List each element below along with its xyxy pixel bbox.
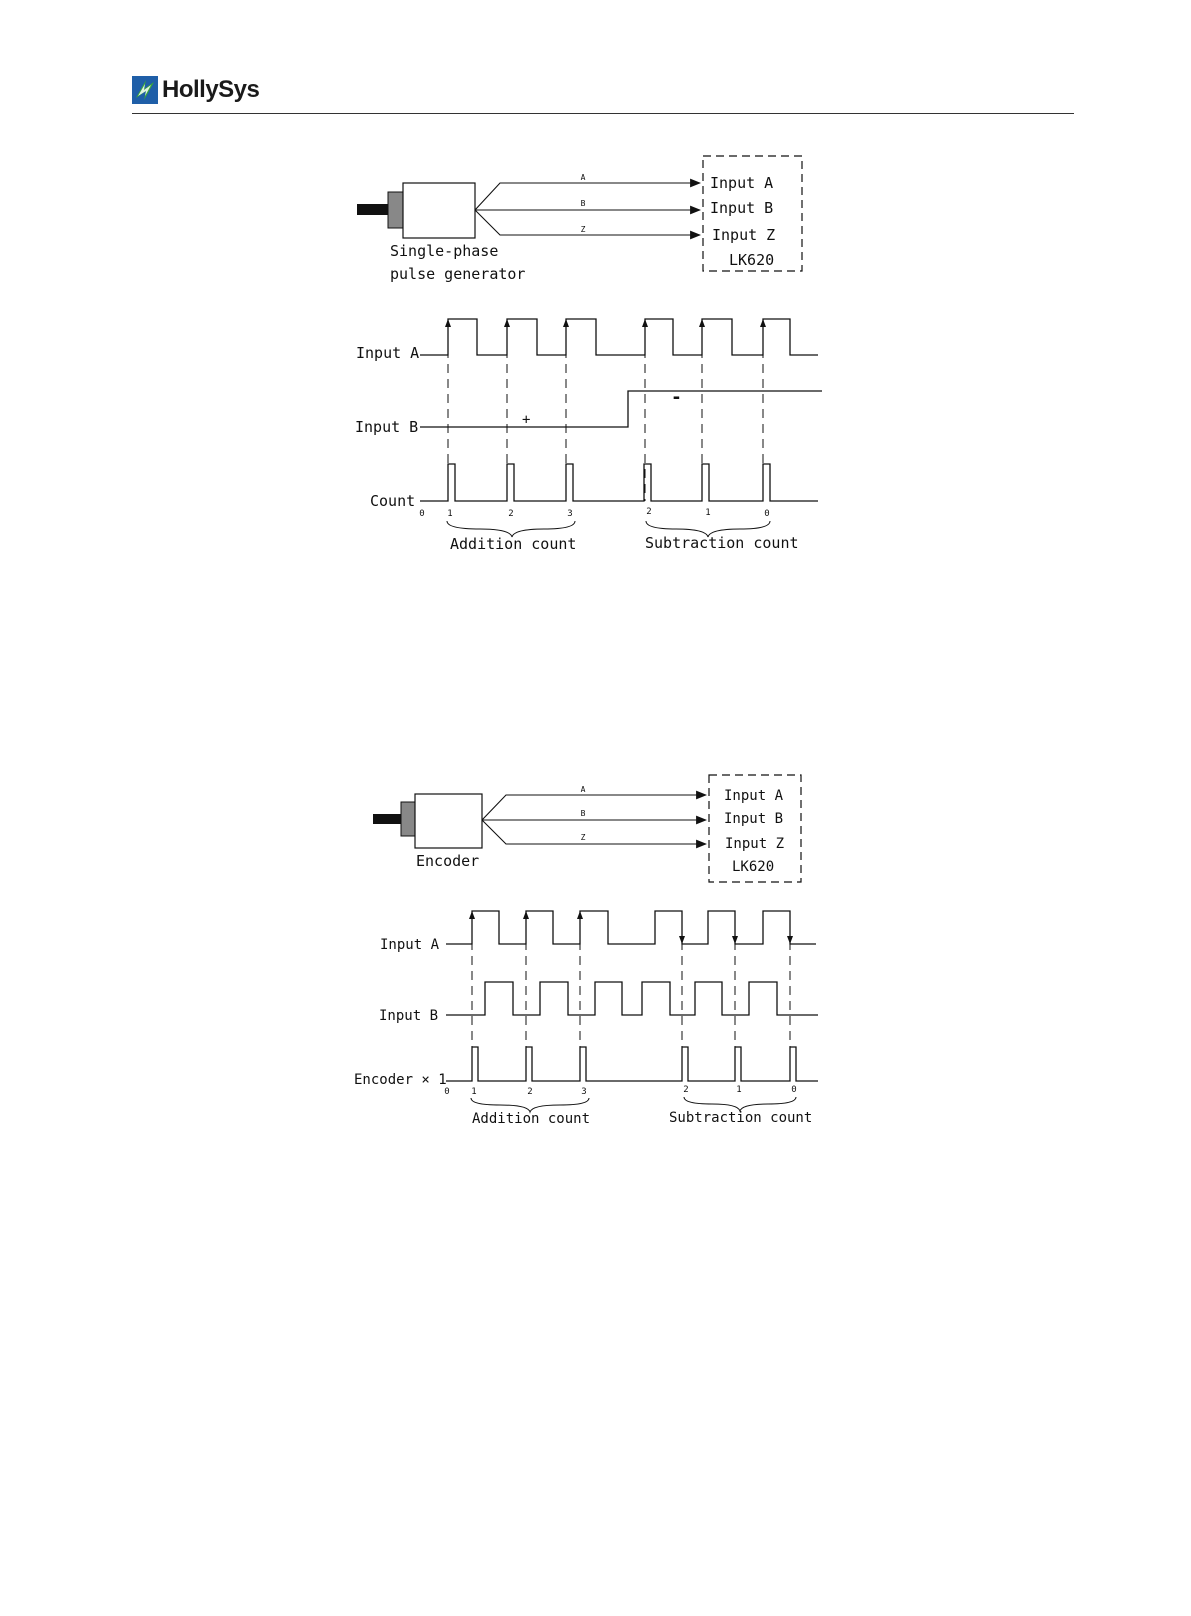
page-header [132, 74, 259, 106]
encoder-waveform-input-a [446, 911, 816, 944]
brand-name: HollySys [162, 76, 260, 103]
encoder-signal-label-count: Encoder × 1 [354, 1072, 447, 1088]
direction-plus: + [522, 412, 531, 428]
encoder-module-input-z: Input Z [725, 836, 785, 852]
count-value-3: 3 [567, 509, 573, 519]
addition-count-label: Addition count [450, 535, 577, 553]
module-input-a: Input A [710, 174, 774, 192]
module-input-b: Input B [710, 199, 774, 217]
encoder-signal-label-input-b: Input B [379, 1008, 439, 1024]
waveform-input-a [420, 319, 818, 355]
encoder-wire-label-b: B [580, 809, 586, 818]
waveform-input-b [420, 391, 822, 427]
count-value-2: 2 [508, 509, 514, 519]
wire-group [475, 183, 700, 235]
encoder-collar-shape [401, 802, 416, 836]
wire-label-a: A [580, 173, 586, 182]
subtraction-count-label: Subtraction count [645, 534, 799, 552]
encoder-module-input-a: Input A [724, 788, 784, 804]
encoder-count-value-2: 2 [527, 1087, 533, 1097]
hollysys-logo-icon [132, 74, 158, 106]
encoder-signal-label-input-a: Input A [380, 937, 440, 953]
rising-edge-arrows [445, 319, 766, 327]
encoder-wire-group [482, 795, 706, 844]
wire-label-z: Z [580, 225, 586, 234]
device-label-line2: pulse generator [390, 265, 526, 283]
encoder-subtraction-count-label: Subtraction count [669, 1110, 813, 1126]
wire-label-b: B [580, 199, 586, 208]
single-phase-diagram [0, 140, 1191, 580]
count-value-0: 0 [419, 509, 425, 519]
signal-label-input-a: Input A [356, 344, 420, 362]
pulse-generator-box [403, 183, 475, 238]
encoder-subtraction-brace [684, 1097, 796, 1111]
encoder-count-value-5: 1 [736, 1085, 742, 1095]
encoder-count-value-3: 3 [581, 1087, 587, 1097]
count-value-5: 1 [705, 508, 711, 518]
encoder-edge-arrows [469, 911, 793, 944]
count-value-4: 2 [646, 507, 652, 517]
encoder-diagram [0, 760, 1191, 1140]
encoder-count-value-0: 0 [444, 1087, 450, 1097]
encoder-count-value-6: 0 [791, 1085, 797, 1095]
encoder-waveform-count [446, 1047, 818, 1081]
count-value-6: 0 [764, 509, 770, 519]
encoder-count-value-1: 1 [471, 1087, 477, 1097]
encoder-wire-label-z: Z [580, 833, 586, 842]
encoder-wire-label-a: A [580, 785, 586, 794]
encoder-addition-count-label: Addition count [472, 1111, 591, 1127]
wire-z [475, 210, 700, 235]
encoder-sync-guides [472, 911, 790, 1081]
waveform-count [420, 464, 818, 501]
direction-minus: - [671, 387, 682, 408]
encoder-label: Encoder [416, 852, 480, 870]
device-label-line1: Single-phase [390, 242, 499, 260]
encoder-addition-brace [471, 1098, 589, 1112]
shaft-shape [357, 204, 389, 215]
encoder-wire-z [482, 820, 706, 844]
encoder-wire-a [482, 795, 706, 820]
signal-label-input-b: Input B [355, 418, 419, 436]
header-divider [132, 113, 1074, 114]
count-value-1: 1 [447, 509, 453, 519]
encoder-module-input-b: Input B [724, 811, 784, 827]
encoder-shaft-shape [373, 814, 403, 824]
sync-guides [448, 319, 763, 501]
signal-label-count: Count [370, 492, 416, 510]
module-name: LK620 [729, 251, 775, 269]
wire-a [475, 183, 700, 210]
encoder-module-name: LK620 [732, 859, 775, 875]
encoder-waveform-input-b [446, 982, 818, 1015]
shaft-collar-shape [388, 192, 404, 228]
encoder-box [415, 794, 482, 848]
encoder-count-value-4: 2 [683, 1085, 689, 1095]
module-input-z: Input Z [712, 226, 776, 244]
